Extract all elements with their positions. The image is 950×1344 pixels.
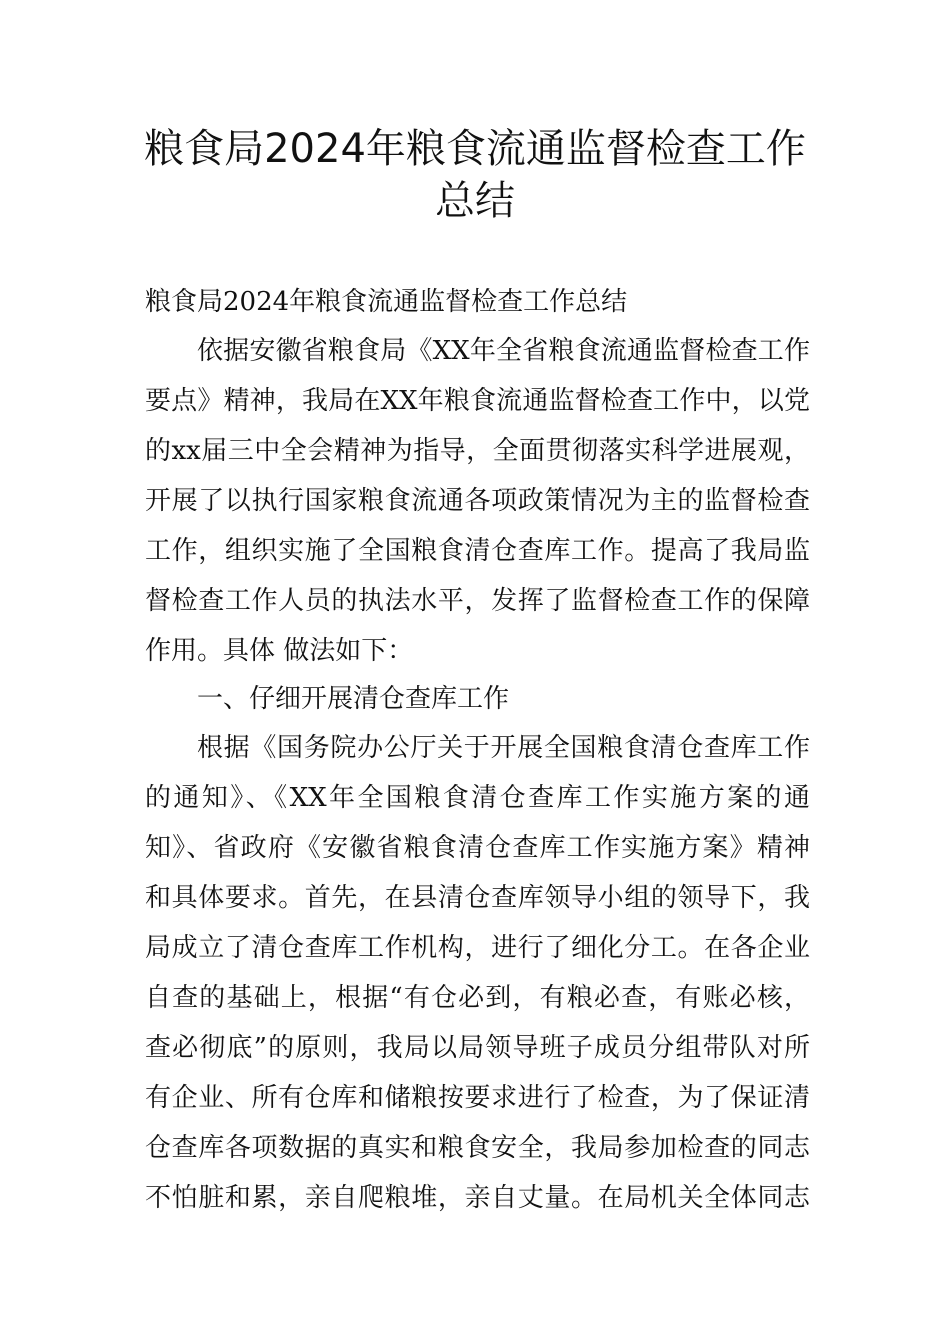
body-line: 查必彻底”的原则，我局以局领导班子成员分组带队对所 [145,1033,810,1063]
body-line: 依据安徽省粮食局《XX年全省粮食流通监督检查工作 [197,336,810,366]
body-line: 自查的基础上，根据“有仓必到，有粮必查，有账必核， [145,983,810,1013]
body-line: 局成立了清仓查库工作机构，进行了细化分工。在各企业 [145,933,810,963]
body-line: 的通知》、《XX年全国粮食清仓查库工作实施方案的通 [145,783,810,813]
body-line: 有企业、所有仓库和储粮按要求进行了检查，为了保证清 [145,1083,810,1113]
body-line: 不怕脏和累，亲自爬粮堆，亲自丈量。在局机关全体同志 [145,1183,810,1213]
body-line: 仓查库各项数据的真实和粮食安全，我局参加检查的同志 [145,1133,810,1163]
body-line: 工作，组织实施了全国粮食清仓查库工作。提高了我局监 [145,536,810,566]
body-line: 要点》精神，我局在XX年粮食流通监督检查工作中，以党 [145,386,810,416]
body-line: 知》、省政府《安徽省粮食清仓查库工作实施方案》精神 [145,833,810,863]
document-title-line-1: 粮食局2024年粮食流通监督检查工作 [144,126,806,172]
body-line: 的xx届三中全会精神为指导，全面贯彻落实科学进展观， [145,436,810,466]
body-line: 督检查工作人员的执法水平，发挥了监督检查工作的保障 [145,586,810,616]
subtitle-line: 粮食局2024年粮食流通监督检查工作总结 [145,287,628,317]
body-line: 根据《国务院办公厅关于开展全国粮食清仓查库工作 [197,733,810,763]
document-title-line-2: 总结 [435,178,515,224]
body-line: 作用。具体 做法如下： [145,636,414,666]
body-line: 和具体要求。首先，在县清仓查库领导小组的领导下，我 [145,883,810,913]
body-line: 开展了以执行国家粮食流通各项政策情况为主的监督检查 [145,486,810,516]
section-heading: 一、仔细开展清仓查库工作 [197,684,510,714]
